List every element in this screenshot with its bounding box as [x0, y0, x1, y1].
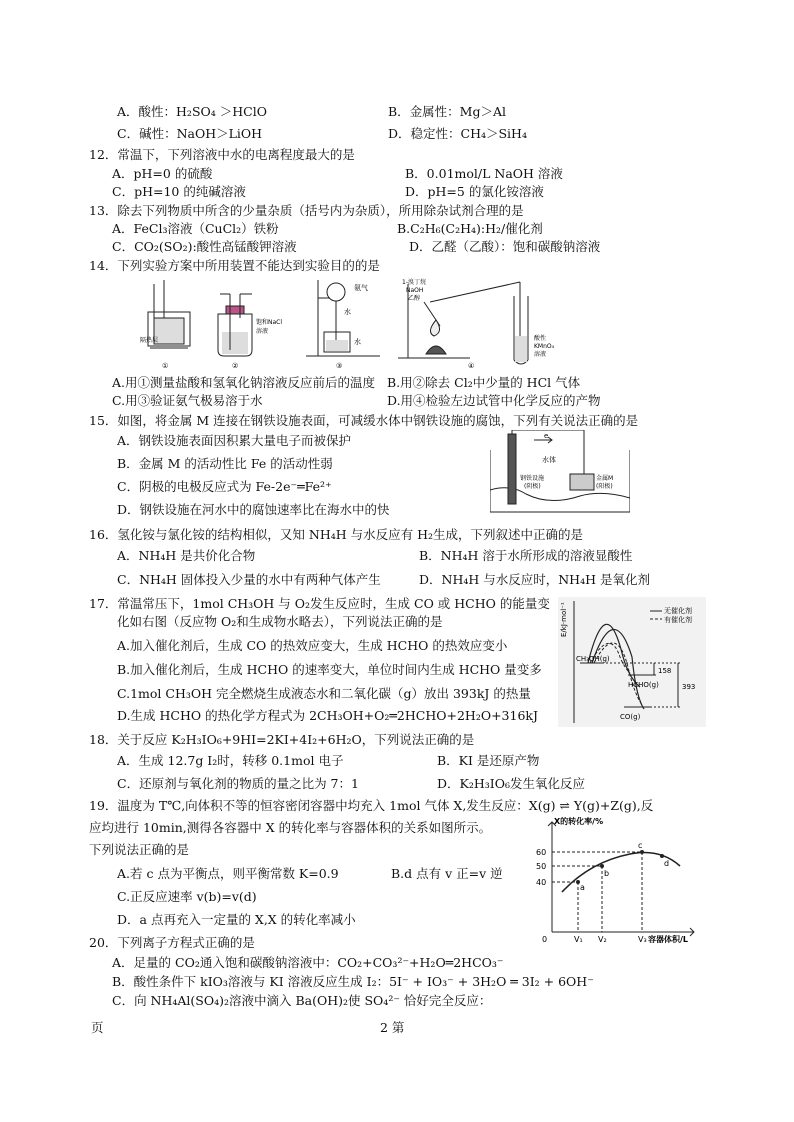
q19-point-d	[660, 854, 664, 858]
q17-option-d: D.生成 HCHO 的热化学方程式为 2CH₃OH+O₂═2HCHO+2H₂O+316kJ	[117, 708, 538, 723]
q19-option-d: D．a 点再充入一定量的 X,X 的转化率减小	[117, 912, 356, 927]
q20-option-b: B．酸性条件下 kIO₃溶液与 KI 溶液反应生成 I₂：5I⁻ + IO₃⁻ + 3H₂O ═ 3I₂ + 6OH⁻	[112, 974, 594, 989]
q19-origin: 0	[542, 935, 548, 944]
q18-option-a: A．生成 12.7g I₂时，转移 0.1mol 电子	[117, 753, 344, 768]
apparatus-4-caption: ④	[468, 362, 475, 370]
q16-option-b: B．NH₄H 溶于水所形成的溶液显酸性	[419, 548, 633, 563]
q17-option-c: C.1mol CH₃OH 完全燃烧生成液态水和二氧化碳（g）放出 393kJ 的热量	[117, 686, 531, 701]
q17-energy-diagram	[558, 597, 706, 727]
q17-value-393: 393	[682, 683, 696, 691]
apparatus-2	[218, 294, 252, 356]
q15-water-label: 水体	[542, 456, 556, 464]
q17-value-158: 158	[658, 667, 672, 675]
q14-option-c: C.用③验证氨气极易溶于水	[112, 393, 263, 408]
q19-label-d: d	[664, 859, 670, 868]
q19-x-axis-label: 容器体积/L	[648, 935, 689, 944]
q13-option-c: C．CO₂(SO₂):酸性高锰酸钾溶液	[112, 239, 297, 254]
q12-option-b: B．0.01mol/L NaOH 溶液	[405, 166, 563, 181]
q15-steel-cathode-label: (阴极)	[524, 483, 541, 490]
q13-option-a: A．FeCl₃溶液（CuCl₂）铁粉	[112, 221, 279, 236]
q17-legend-no-catalyst: 无催化剂	[664, 607, 692, 615]
q19-tick-v3: V₃	[638, 935, 647, 944]
q12-option-d: D．pH=5 的氯化铵溶液	[405, 184, 544, 199]
q15-option-c: C．阴极的电极反应式为 Fe-2e⁻═Fe²⁺	[117, 479, 332, 494]
q18-option-d: D．K₂H₃IO₆发生氧化反应	[437, 776, 585, 791]
q20-option-c: C．向 NH₄Al(SO₄)₂溶液中滴入 Ba(OH)₂使 SO₄²⁻ 恰好完全反应：	[112, 993, 492, 1008]
apparatus-2-label-b: 溶液	[256, 328, 269, 335]
q19-option-c: C.正反应速率 v(b)=v(d)	[117, 889, 257, 904]
apparatus-4-label-kmno4: KMnO₄	[534, 343, 555, 350]
footer-page-number: 2 第	[380, 1020, 405, 1035]
q16-option-d: D．NH₄H 与水反应时，NH₄H 是氧化剂	[419, 572, 650, 587]
apparatus-1-caption: ①	[162, 362, 169, 370]
apparatus-2-caption: ②	[232, 362, 239, 370]
apparatus-4-label-solution: 溶液	[534, 351, 547, 358]
apparatus-3-label-gas: 氨气	[354, 284, 368, 292]
q19-stem-line3: 下列说法正确的是	[89, 842, 190, 857]
apparatus-2-label-a: 饱和NaCl	[256, 319, 283, 326]
q15-option-a: A．钢铁设施表面因积累大量电子而被保护	[117, 433, 352, 448]
q12-option-c: C．pH=10 的纯碱溶液	[112, 184, 246, 199]
q19-label-c: c	[638, 841, 643, 850]
q13-stem: 13．除去下列物质中所含的少量杂质（括号内为杂质），所用除杂试剂合理的是	[89, 203, 524, 218]
q15-steel-label: 钢铁设施	[520, 475, 545, 482]
apparatus-4-label-b: NaOH	[406, 287, 424, 294]
q18-option-b: B．KI 是还原产物	[437, 753, 540, 768]
q19-label-a: a	[580, 883, 585, 892]
q15-option-b: B．金属 M 的活动性比 Fe 的活动性弱	[117, 456, 333, 471]
apparatus-4-label-a: 1-溴丁烷	[402, 279, 426, 286]
apparatus-4-label-c: 乙醇	[408, 295, 421, 302]
q19-option-b: B.d 点有 v 正=v 逆	[391, 866, 503, 881]
q19-conversion-chart	[530, 816, 714, 946]
q12-option-a: A．pH=0 的硫酸	[112, 166, 213, 181]
q18-stem: 18．关于反应 K₂H₃IO₆+9HI=2KI+4I₂+6H₂O，下列说法正确的是	[89, 732, 475, 747]
q19-y-axis-label: X的转化率/%	[554, 817, 604, 826]
q19-tick-60: 60	[536, 848, 547, 857]
apparatus-1-label: 隔热层	[140, 337, 159, 344]
q13-option-b: B.C₂H₆(C₂H₄):H₂/催化剂	[397, 221, 543, 236]
q17-option-a: A.加入催化剂后，生成 CO 的热效应变大，生成 HCHO 的热效应变小	[117, 638, 508, 653]
q15-stem: 15．如图，将金属 M 连接在钢铁设施表面，可减缓水体中钢铁设施的腐蚀，下列有关说法正确的是	[89, 413, 639, 428]
q15-metal-anode-label: (阳极)	[596, 483, 613, 490]
q14-option-b: B.用②除去 Cl₂中少量的 HCl 气体	[387, 375, 581, 390]
q19-tick-v2: V₂	[598, 935, 607, 944]
q19-stem-line1: 19．温度为 T℃,向体积不等的恒容密闭容器中均充入 1mol 气体 X,发生反应：X(g) ⇌ Y(g)+Z(g),反	[89, 798, 654, 813]
q14-apparatus-figure	[140, 276, 560, 372]
apparatus-3	[306, 280, 380, 356]
q16-stem: 16．氢化铵与氯化铵的结构相似，又知 NH₄H 与水反应有 H₂生成，下列叙述中正确的是	[89, 527, 583, 542]
q20-option-a: A．足量的 CO₂通入饱和碳酸钠溶液中：CO₂+CO₃²⁻+H₂O═2HCO₃⁻	[112, 955, 504, 970]
q18-option-c: C．还原剂与氧化剂的物质的量之比为 7：1	[117, 776, 359, 791]
q19-label-b: b	[604, 869, 610, 878]
q11-option-b: B．金属性：Mg＞Al	[388, 104, 507, 119]
q17-product-hcho-label: HCHO(g)	[628, 681, 659, 689]
q19-option-a: A.若 c 点为平衡点，则平衡常数 K=0.9	[117, 866, 339, 881]
q11-option-a: A．酸性：H₂SO₄ ＞HClO	[117, 104, 267, 119]
q17-legend-catalyst: 有催化剂	[664, 616, 692, 624]
q15-corrosion-figure	[490, 430, 630, 516]
q17-stem-line1: 17．常温常压下，1mol CH₃OH 与 O₂发生反应时，生成 CO 或 HCHO 的能量变	[89, 596, 550, 611]
apparatus-3-label-water1: 水	[344, 308, 351, 316]
q15-electron-label: e	[544, 432, 549, 440]
q19-tick-40: 40	[536, 878, 547, 887]
q19-point-b	[600, 864, 604, 868]
q20-stem: 20．下列离子方程式正确的是	[89, 935, 255, 950]
q11-option-d: D．稳定性：CH₄＞SiH₄	[388, 126, 527, 141]
apparatus-3-caption: ③	[336, 362, 343, 370]
q19-stem-line2: 应均进行 10min,测得各容器中 X 的转化率与容器体积的关系如图所示。	[89, 820, 492, 835]
footer-left: 页	[91, 1020, 104, 1035]
q17-y-axis-label: E/kJ·mol⁻¹	[560, 602, 568, 637]
q17-stem-line2: 化如右图（反应物 O₂和生成物水略去），下列说法正确的是	[117, 614, 443, 629]
q17-option-b: B.加入催化剂后，生成 HCHO 的速率变大，单位时间内生成 HCHO 量变多	[117, 662, 542, 677]
q19-point-c	[640, 850, 644, 854]
q13-option-d: D．乙醛（乙酸）：饱和碳酸钠溶液	[409, 239, 601, 254]
q17-product-co-label: CO(g)	[620, 713, 641, 721]
q14-option-a: A.用①测量盐酸和氢氧化钠溶液反应前后的温度	[112, 375, 376, 390]
q14-option-d: D.用④检验左边试管中化学反应的产物	[387, 393, 601, 408]
q19-tick-v1: V₁	[574, 935, 583, 944]
q15-metal-m-label: 金属M	[596, 475, 614, 482]
apparatus-3-label-water2: 水	[354, 338, 361, 346]
q15-option-d: D．钢铁设施在河水中的腐蚀速率比在海水中的快	[117, 502, 390, 517]
apparatus-4-label-acid: 酸性	[534, 335, 547, 342]
q19-tick-50: 50	[536, 862, 547, 871]
q17-reactant-label: CH₃OH(g)	[576, 655, 610, 663]
q16-option-a: A．NH₄H 是共价化合物	[117, 548, 256, 563]
q12-stem: 12．常温下，下列溶液中水的电离程度最大的是	[89, 147, 355, 162]
q11-option-c: C．碱性：NaOH＞LiOH	[117, 126, 263, 141]
q16-option-c: C．NH₄H 固体投入少量的水中有两种气体产生	[117, 572, 381, 587]
q14-stem: 14．下列实验方案中所用装置不能达到实验目的的是	[89, 258, 380, 273]
